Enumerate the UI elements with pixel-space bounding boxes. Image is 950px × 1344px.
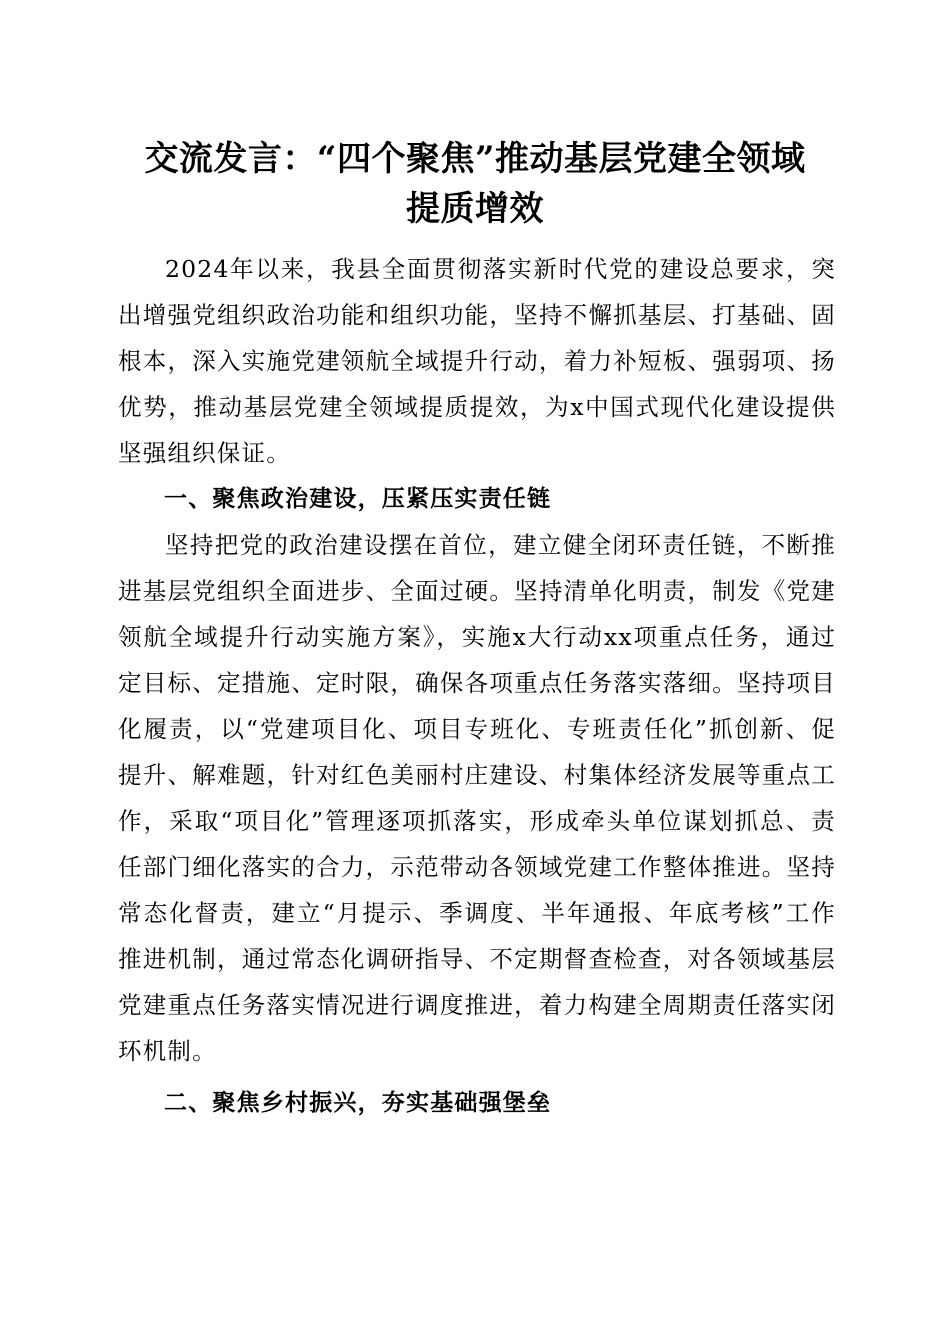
title-line-1: 交流发言：“四个聚焦”推动基层党建全领域 bbox=[144, 139, 806, 179]
section-2-heading: 二、聚焦乡村振兴，夯实基础强堡垒 bbox=[164, 1090, 552, 1116]
document-title bbox=[100, 134, 850, 234]
document-body bbox=[118, 246, 836, 1126]
section-1-paragraph: 坚持把党的政治建设摆在首位，建立健全闭环责任链，不断推进基层党组织全面进步、全面过硬。坚持清单化明责，制发《党建领航全域提升行动实施方案》，实施x大行动xx项重点任务，通过定目标、定措施、定时限，确保各项重点任务落实落细。坚持项目化履责，以“党建项目化、项目专班化、专班责任化”抓创新、促提升、解难题，针对红色美丽村庄建设、村集体经济发展等重点工作，采取“项目化”管理逐项抓落实，形成牵头单位谋划抓总、责任部门细化落实的合力，示范带动各领域党建工作整体推进。坚持常态化督责，建立“月提示、季调度、半年通报、年底考核”工作推进机制，通过常态化调研指导、不定期督查检查，对各领域基层党建重点任务落实情况进行调度推进，着力构建全周期责任落实闭环机制。 bbox=[118, 531, 836, 1065]
section-1-heading: 一、聚焦政治建设，压紧压实责任链 bbox=[164, 486, 552, 512]
intro-paragraph: 2024年以来，我县全面贯彻落实新时代党的建设总要求，突出增强党组织政治功能和组织功能，坚持不懈抓基层、打基础、固根本，深入实施党建领航全域提升行动，着力补短板、强弱项、扬优势，推动基层党建全领域提质提效，为x中国式现代化建设提供坚强组织保证。 bbox=[118, 255, 836, 467]
title-line-2: 提质增效 bbox=[406, 189, 544, 229]
